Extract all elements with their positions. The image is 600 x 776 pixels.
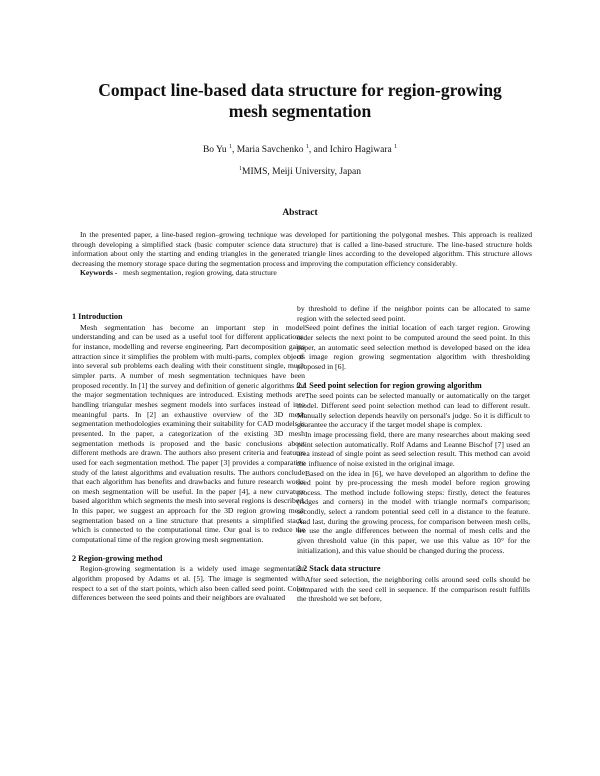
author-3-affil-mark: 1	[394, 143, 398, 150]
section-2-paragraph: Region-growing segmentation is a widely used image segmentation algorithm proposed by Adams et al. [5]. The image is segmented with respect to a set of the start points, which also been called seed point. Color differences between the seed points and their neighbors are evaluated	[72, 564, 305, 603]
affiliation-text: MIMS, Meiji University, Japan	[242, 167, 361, 177]
section-2-1-paragraph-1: The seed points can be selected manually or automatically on the target model. Different seed point selection method can lead to different result. Manually selection depends heavily on personal's judge. So it is difficult to guarantee the accuracy if the target model shape is complex.	[297, 391, 530, 430]
section-2-heading: 2 Region-growing method	[72, 553, 163, 563]
section-2-1-paragraph-3: Based on the idea in [6], we have developed an algorithm to define the seed point by pre-processing the mesh model before region growing process. The method include following steps: firstly, detect the features (ridges and corners) in the model with triangle normal's comparison; secondly, select a random potential seed cell in a distance to the feature. And last, during the growing process, for comparison between mesh cells, we use the angle differences between the normal of mesh cells and the given threshold value (in this paper, we use this value as 10° for the initialization), and this value should be changed during the process.	[297, 468, 530, 555]
author-list: Bo Yu $^1$, Maria Savchenko $^1$, and Ichiro Hagiwara $^1$	[202, 143, 398, 155]
section-2-2-heading: 2.2 Stack data structure	[297, 564, 381, 574]
author-2-affil-mark: 1	[305, 143, 309, 150]
section-1-paragraph: Mesh segmentation has become an important step in model understanding and can be used as a useful tool for different applications, for instance, modelling and reverse engineering. Part decomposition gains attraction since it simplifies the problem with multi-parts, complex objects into several sub problems each dealing with their constituent single, much simpler parts. A number of mesh segmentation techniques have been proposed recently. In [1] the survey and definition of generic algorithms for the major segmentation techniques are introduced. Existing methods are handling triangular meshes segment models into surfaces instead of into meaningful parts. In [2] an exhaustive overview of the 3D mesh segmentation methodologies examining their suitability for CAD models is presented. In the paper, a categorization of the existing 3D mesh segmentation methods is proposed and the basic conclusions about different methods are drawn. The authors also present criteria and features used for each segmentation method. The paper [3] provides a comparative study of the latest algorithms and evaluation results. The authors conclude that each algorithm has benefits and drawbacks and future research works on mesh segmentation will be useful. In the paper [4], a new curvature based algorithm which segments the mesh into several regions is described. In this paper, we suggest an approach for the 3D region growing mesh segmentation based on a line structure that presents a simplified stack, which is connected to the computational time. Our goal is to reduce the computational time of the region growing mesh segmentation.	[72, 322, 305, 545]
title-line-2: mesh segmentation	[228, 101, 372, 121]
section-2-1-heading: 2.1 Seed point selection for region growing algorithm	[297, 380, 482, 390]
left-column	[72, 312, 305, 603]
continued-paragraph: by threshold to define if the neighbor points can be allocated to same region with the selected seed point.	[297, 304, 530, 323]
author-1-affil-mark: 1	[228, 143, 232, 150]
keywords-label: Keywords -	[80, 268, 118, 278]
keywords-line	[72, 268, 532, 278]
section-2-2-paragraph: After seed selection, the neighboring cells around seed cells should be compared with the seed cell in sequence. If the comparison result fulfills the threshold we set before,	[297, 575, 530, 604]
paper-title	[70, 80, 530, 122]
title-line-1: Compact line-based data structure for region-growing	[98, 80, 502, 100]
section-2-1-paragraph-2: In image processing field, there are many researches about making seed point selection automatically. Rolf Adams and Leanne Bischof [7] used an area instead of single point as seed selection result. This method can avoid the influence of noise existed in the original image.	[297, 429, 530, 468]
abstract	[72, 230, 532, 278]
author-1: Bo Yu	[202, 145, 227, 155]
abstract-text: In the presented paper, a line-based region–growing technique was developed for partitioning the polygonal meshes. This approach is realized through developing a simplified stack (basic computer science data structure) that is called a line-based structure. The line-based structure holds information about only the starting and ending triangles in the generated triangle lines according to the developed algorithm. This structure allows decreasing the memory storage space during the segmentation process and improving the computation efficiency considerably.	[72, 230, 532, 268]
abstract-heading: Abstract	[282, 208, 318, 218]
author-3: and Ichiro Hagiwara	[313, 145, 392, 155]
keywords-text: mesh segmentation, region growing, data structure	[123, 268, 277, 278]
seed-point-paragraph: Seed point defines the initial location of each target region. Growing order selects the next point to be computed around the seed point. In this paper, an automatic seed selection method is developed based on the idea of image region growing segmentation algorithm with thresholding proposed in [6].	[297, 323, 530, 371]
affiliation-mark: 1	[239, 165, 243, 172]
right-column	[297, 304, 530, 604]
author-2: Maria Savchenko	[236, 145, 304, 155]
affiliation	[70, 167, 530, 177]
section-1-heading: 1 Introduction	[72, 312, 123, 321]
